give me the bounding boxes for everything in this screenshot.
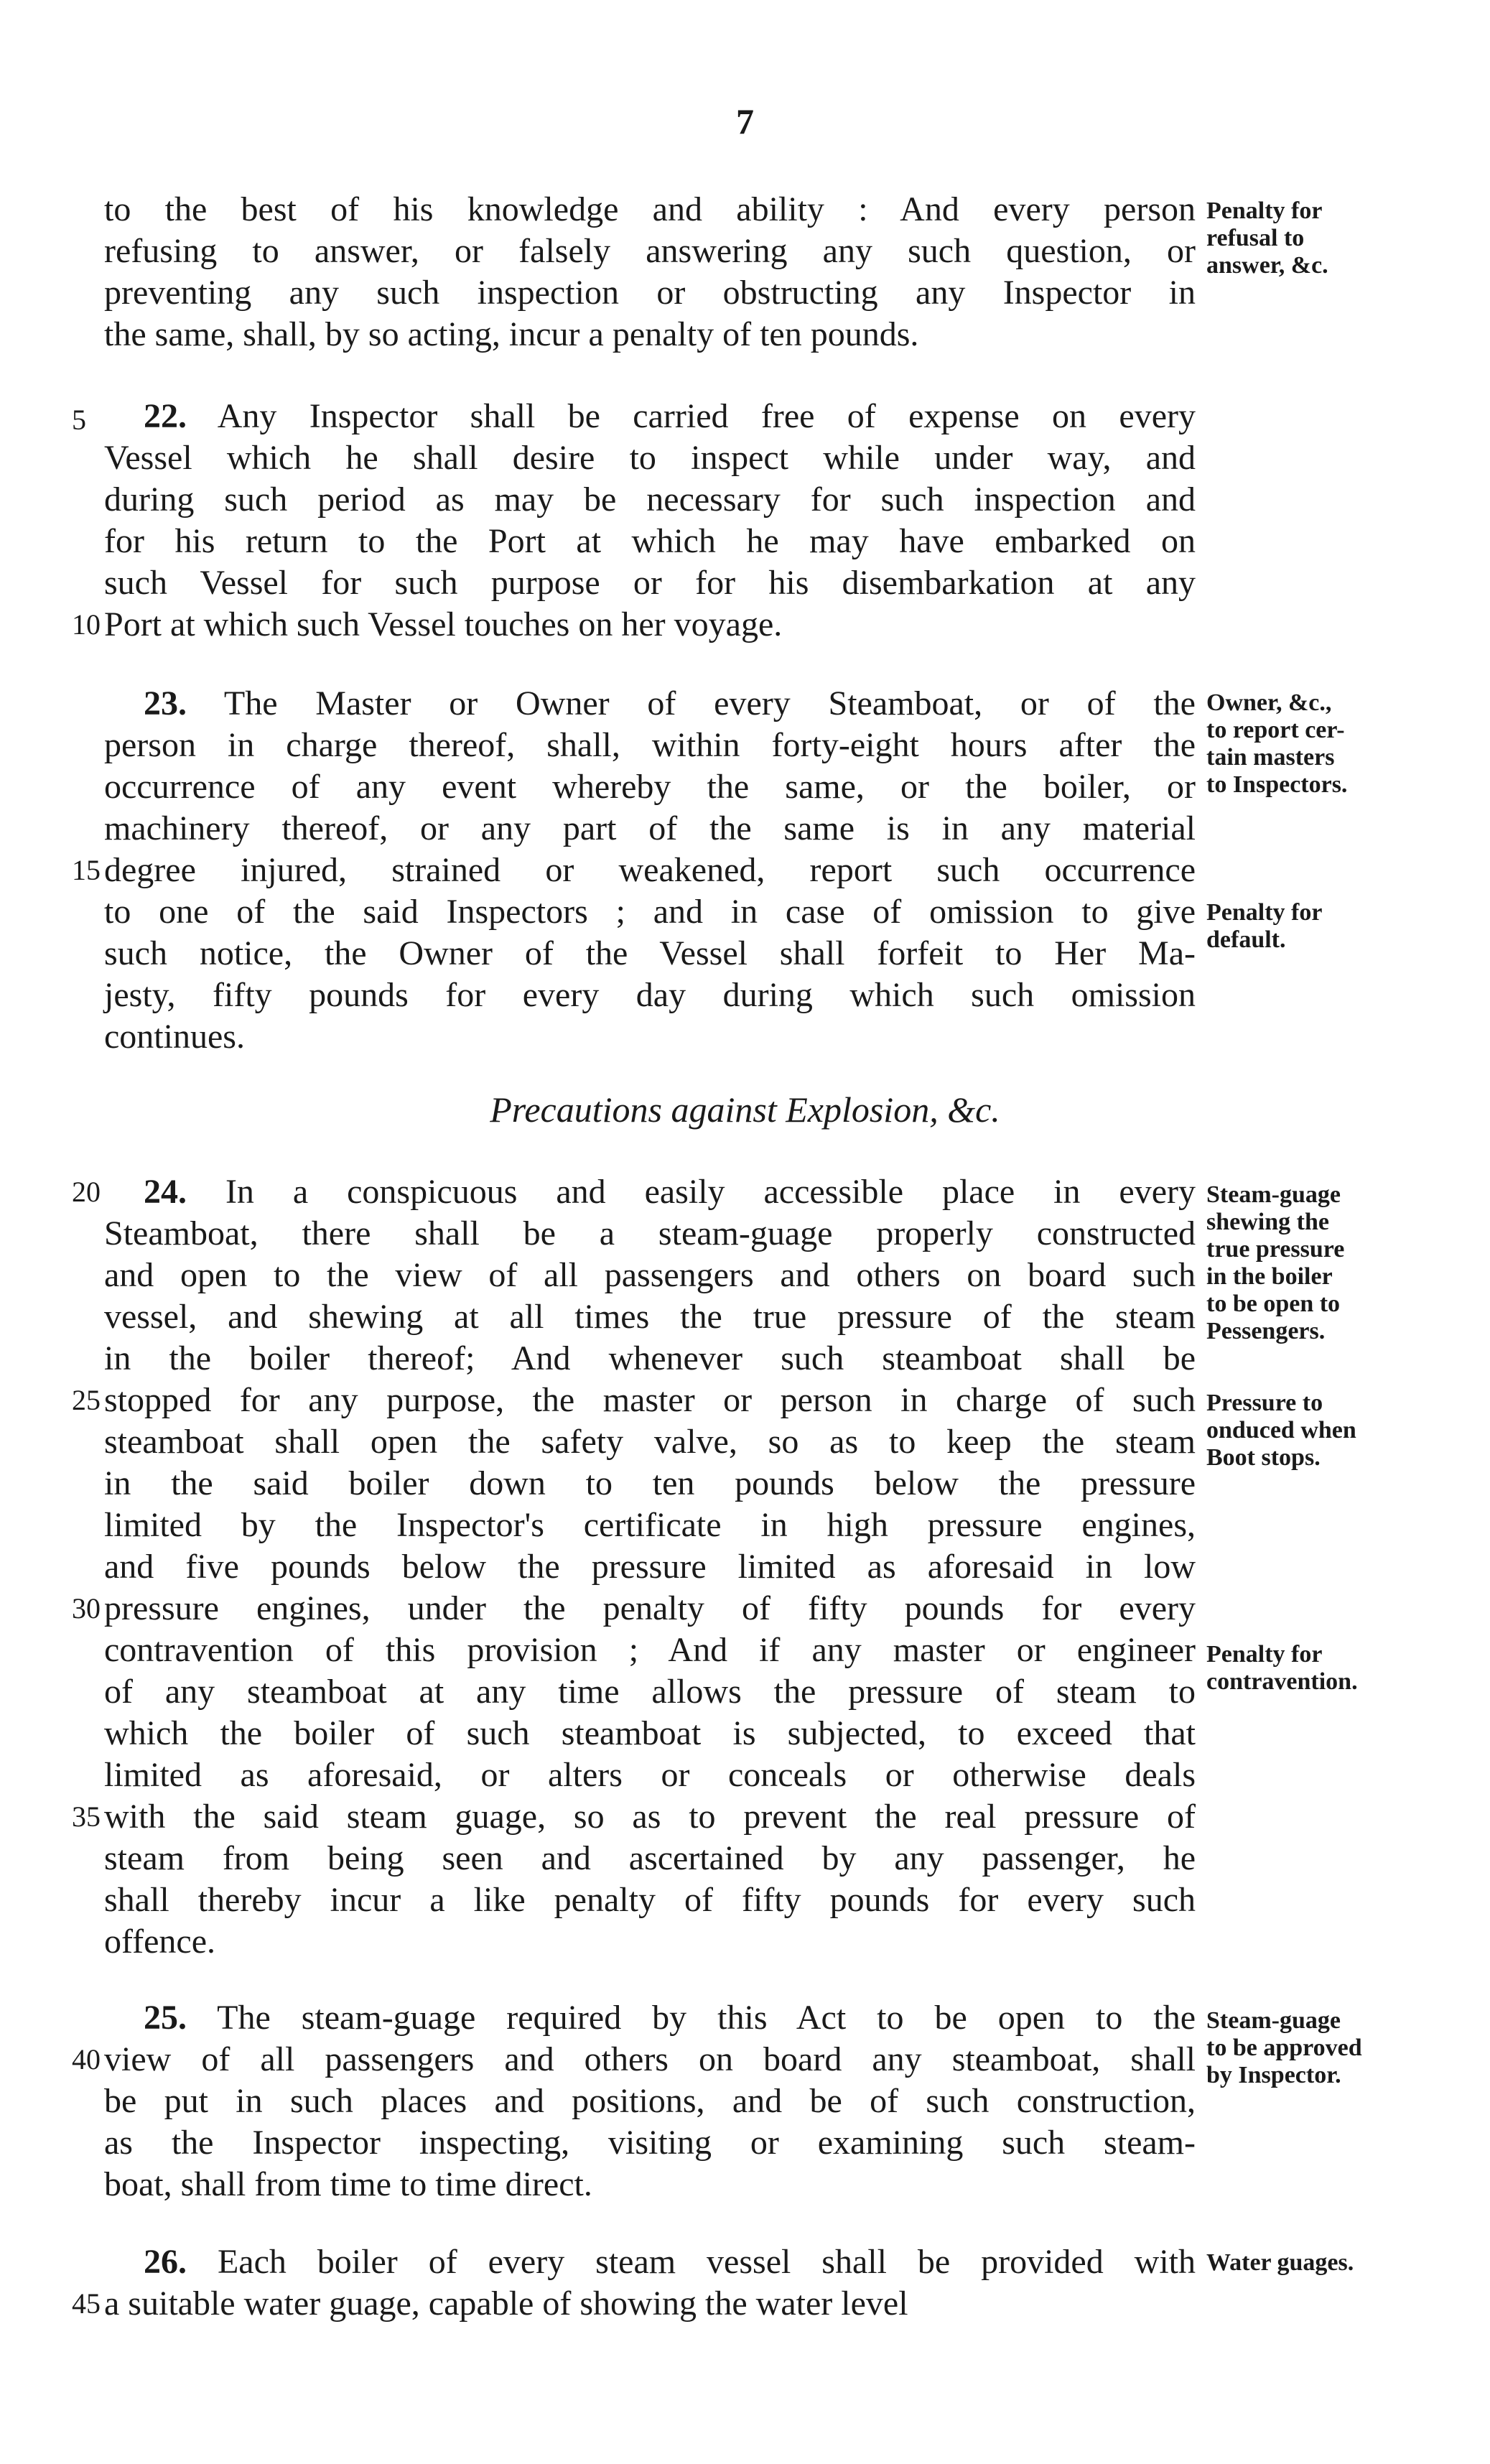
margin-note-line: Steam-guage <box>1206 1181 1341 1208</box>
text-line <box>144 682 1196 725</box>
section-number: 25. <box>144 1999 187 2037</box>
text-line: shall thereby incur a like penalty of fifty pounds for every such <box>104 1881 1196 1919</box>
section-number: 23. <box>144 684 187 722</box>
text-line: Steamboat, there shall be a steam-guage properly constructed <box>104 1214 1196 1252</box>
text-line: to the best of his knowledge and ability : And every person <box>104 190 1196 228</box>
text-line: during such period as may be necessary for such inspection and <box>104 480 1196 519</box>
margin-note-line: default. <box>1206 926 1286 953</box>
text-line: pressure engines, under the penalty of fifty pounds for every <box>104 1589 1196 1627</box>
page-number: 7 <box>736 101 754 141</box>
margin-note <box>1206 899 1479 954</box>
text-span: Any Inspector shall be carried free of expense on every <box>217 397 1196 435</box>
text-span: The steam-guage required by this Act to be open to the <box>217 1999 1196 2037</box>
text-line: stopped for any purpose, the master or person in charge of such <box>104 1381 1196 1419</box>
text-line: and open to the view of all passengers and others on board such <box>104 1256 1196 1294</box>
margin-note-line: to Inspectors. <box>1206 771 1348 798</box>
line-number: 20 <box>72 1176 101 1208</box>
text-line <box>144 1171 1196 1214</box>
text-span: The Master or Owner of every Steamboat, or of the <box>223 684 1196 722</box>
margin-note-line: shewing the <box>1206 1209 1329 1235</box>
text-line: with the said steam guage, so as to prevent the real pressure of <box>104 1798 1196 1836</box>
text-line: such Vessel for such purpose or for his disembarkation at any <box>104 564 1196 602</box>
margin-note <box>1206 1181 1479 1345</box>
text-line: refusing to answer, or falsely answering any such question, or <box>104 232 1196 270</box>
text-line: steamboat shall open the safety valve, so as to keep the steam <box>104 1423 1196 1461</box>
text-line: limited as aforesaid, or alters or conceals or otherwise deals <box>104 1756 1196 1794</box>
margin-note-line: Pressure to <box>1206 1390 1323 1416</box>
text-line: boat, shall from time to time direct. <box>104 2165 592 2203</box>
margin-note <box>1206 689 1479 799</box>
margin-note-line: Boot stops. <box>1206 1444 1321 1471</box>
line-number: 30 <box>72 1592 101 1624</box>
text-line: view of all passengers and others on board any steamboat, shall <box>104 2040 1196 2078</box>
margin-note-line: onduced when <box>1206 1417 1356 1443</box>
line-number: 45 <box>72 2287 101 2320</box>
section-number: 24. <box>144 1173 187 1211</box>
text-line: of any steamboat at any time allows the pressure of steam to <box>104 1673 1196 1711</box>
text-line: in the said boiler down to ten pounds below the pressure <box>104 1464 1196 1502</box>
text-line: be put in such places and positions, and be of such construction, <box>104 2082 1196 2120</box>
margin-note-line: Water guages. <box>1206 2249 1354 2276</box>
text-line: such notice, the Owner of the Vessel shall forfeit to Her Ma- <box>104 934 1196 972</box>
text-line: for his return to the Port at which he may have embarked on <box>104 522 1196 560</box>
margin-note-line: answer, &c. <box>1206 252 1328 279</box>
text-line: a suitable water guage, capable of showing the water level <box>104 2284 908 2323</box>
text-span: In a conspicuous and easily accessible place in every <box>225 1173 1196 1211</box>
text-line: preventing any such inspection or obstructing any Inspector in <box>104 274 1196 312</box>
section-number: 22. <box>144 397 187 435</box>
margin-note <box>1206 197 1479 279</box>
margin-note <box>1206 2007 1479 2089</box>
line-number: 40 <box>72 2043 101 2075</box>
margin-note <box>1206 1390 1479 1472</box>
text-line: which the boiler of such steamboat is subjected, to exceed that <box>104 1714 1196 1752</box>
margin-note-line: Steam-guage <box>1206 2007 1341 2034</box>
margin-note-line: refusal to <box>1206 225 1305 251</box>
text-line: Vessel which he shall desire to inspect while under way, and <box>104 439 1196 477</box>
line-number: 15 <box>72 854 101 886</box>
margin-note-line: contravention. <box>1206 1668 1358 1695</box>
margin-note-line: tain masters <box>1206 744 1335 771</box>
margin-note-line: by Inspector. <box>1206 2062 1341 2088</box>
text-line <box>144 2241 1196 2284</box>
text-line: person in charge thereof, shall, within forty-eight hours after the <box>104 726 1196 764</box>
line-number: 25 <box>72 1384 101 1416</box>
margin-note <box>1206 1641 1479 1696</box>
margin-note-line: Penalty for <box>1206 1641 1323 1668</box>
text-line: Port at which such Vessel touches on her voyage. <box>104 605 783 643</box>
margin-note-line: Penalty for <box>1206 197 1323 224</box>
text-line: offence. <box>104 1923 216 1961</box>
section-number: 26. <box>144 2243 187 2281</box>
text-line: to one of the said Inspectors ; and in case of omission to give <box>104 893 1196 931</box>
margin-note-line: true pressure <box>1206 1236 1345 1263</box>
text-span: Each boiler of every steam vessel shall be provided with <box>217 2243 1196 2281</box>
text-line: occurrence of any event whereby the same, or the boiler, or <box>104 768 1196 806</box>
text-line: degree injured, strained or weakened, report such occurrence <box>104 851 1196 889</box>
section-heading: Precautions against Explosion, &c. <box>490 1089 1000 1130</box>
text-line: as the Inspector inspecting, visiting or examining such steam- <box>104 2124 1196 2162</box>
text-line: the same, shall, by so acting, incur a penalty of ten pounds. <box>104 315 919 353</box>
margin-note-line: in the boiler <box>1206 1263 1333 1290</box>
margin-note-line: to be approved <box>1206 2035 1362 2061</box>
line-number: 5 <box>72 404 86 436</box>
text-line: limited by the Inspector's certificate in high pressure engines, <box>104 1506 1196 1544</box>
margin-note-line: Owner, &c., <box>1206 689 1332 716</box>
margin-note-line: Pessengers. <box>1206 1318 1326 1344</box>
text-line: contravention of this provision ; And if any master or engineer <box>104 1631 1196 1669</box>
margin-note-line: Penalty for <box>1206 899 1323 926</box>
text-line: jesty, fifty pounds for every day during which such omission <box>104 976 1196 1014</box>
text-line <box>144 1996 1196 2040</box>
line-number: 35 <box>72 1800 101 1833</box>
margin-note-line: to be open to <box>1206 1291 1341 1317</box>
text-line: in the boiler thereof; And whenever such steamboat shall be <box>104 1339 1196 1377</box>
text-line: continues. <box>104 1018 245 1056</box>
line-number: 10 <box>72 608 101 641</box>
text-line: and five pounds below the pressure limited as aforesaid in low <box>104 1548 1196 1586</box>
margin-note-line: to report cer- <box>1206 717 1345 743</box>
text-line: machinery thereof, or any part of the same is in any material <box>104 809 1196 847</box>
text-line <box>144 395 1196 438</box>
text-line: vessel, and shewing at all times the true pressure of the steam <box>104 1298 1196 1336</box>
margin-note <box>1206 2249 1479 2277</box>
text-line: steam from being seen and ascertained by any passenger, he <box>104 1839 1196 1877</box>
